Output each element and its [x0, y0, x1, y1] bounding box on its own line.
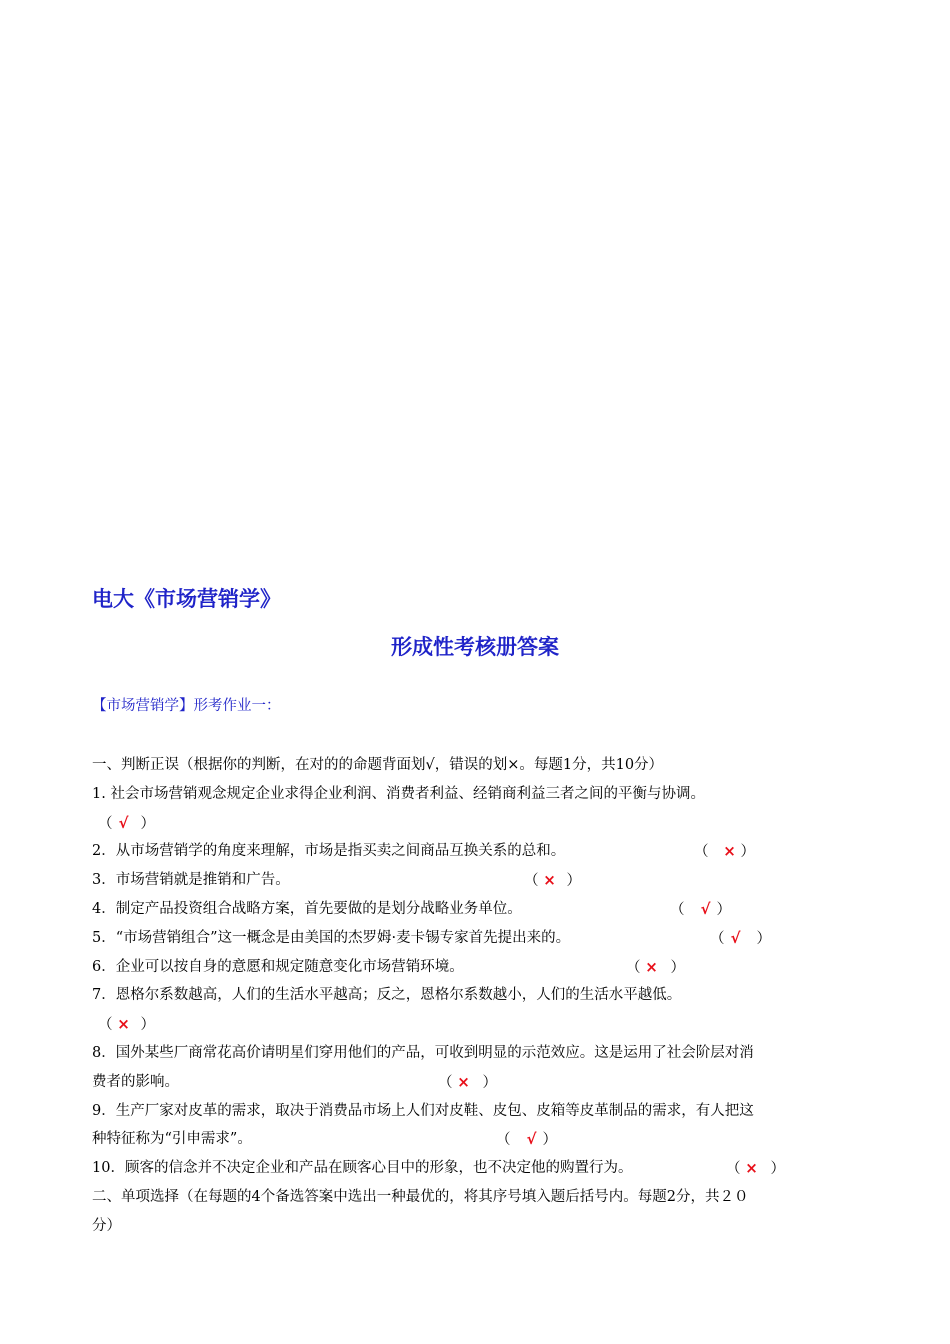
question-5: [92, 924, 858, 953]
answer-box: （ × ）: [726, 1154, 785, 1184]
part2-heading: 二、单项选择（在每题的4个备选答案中选出一种最优的，将其序号填入题后括号内。每题2分，共２０: [92, 1188, 749, 1205]
question-1-answer-line: [92, 809, 858, 838]
question-9-line2: [92, 1125, 858, 1154]
question-7-answer-line: [92, 1010, 858, 1039]
question-1-text: 1. 社会市场营销观念规定企业求得企业利润、消费者利益、经销商利益三者之间的平衡与协调。: [92, 785, 705, 802]
answer-mark: ×: [745, 1159, 758, 1178]
document-title: 电大《市场营销学》: [92, 587, 281, 611]
answer-mark: √: [730, 928, 741, 947]
answer-box: （ × ）: [694, 837, 755, 867]
question-3: [92, 866, 858, 895]
part2-heading-cont: 分）: [92, 1217, 121, 1234]
answer-box: （ × ）: [524, 866, 581, 896]
question-7-text: 7．恩格尔系数越高，人们的生活水平越高；反之，恩格尔系数越小，人们的生活水平越低。: [92, 987, 682, 1004]
question-6: [92, 953, 858, 982]
answer-mark: √: [526, 1130, 537, 1149]
answer-mark: ×: [723, 842, 736, 861]
answer-box: （ √ ）: [98, 809, 155, 839]
answer-mark: ×: [543, 871, 556, 890]
answer-mark: ×: [117, 1015, 130, 1034]
section-heading: 【市场营销学】形考作业一：: [92, 698, 281, 714]
answer-mark: √: [118, 813, 129, 832]
question-5-text: 5．“市场营销组合”这一概念是由美国的杰罗姆·麦卡锡专家首先提出来的。: [92, 929, 571, 946]
question-4-text: 4．制定产品投资组合战略方案，首先要做的是划分战略业务单位。: [92, 900, 522, 917]
document-page: [92, 0, 858, 1344]
question-9-text-cont: 种特征称为“引申需求”。: [92, 1131, 252, 1148]
answer-box: （ √ ）: [710, 924, 771, 954]
answer-box: （ √ ）: [670, 895, 731, 925]
question-10: [92, 1154, 858, 1183]
question-10-text: 10．顾客的信念并不决定企业和产品在顾客心目中的形象，也不决定他的购置行为。: [92, 1160, 633, 1177]
answer-box: （ × ）: [626, 953, 685, 983]
question-2-text: 2．从市场营销学的角度来理解，市场是指买卖之间商品互换关系的总和。: [92, 843, 566, 860]
question-8-text-cont: 费者的影响。: [92, 1073, 179, 1090]
question-2: [92, 837, 858, 866]
answer-mark: ×: [645, 957, 658, 976]
question-4: [92, 895, 858, 924]
question-9-text: 9．生产厂家对皮革的需求，取决于消费品市场上人们对皮鞋、皮包、皮箱等皮革制品的需求，有人把这: [92, 1102, 754, 1119]
answer-mark: √: [700, 899, 711, 918]
answer-box: （ √ ）: [496, 1125, 557, 1155]
part1-heading: 一、判断正误（根据你的判断，在对的的命题背面划√，错误的划×。每题1分，共10分）: [92, 757, 664, 773]
answer-box: （ × ）: [438, 1068, 497, 1098]
answer-mark: ×: [457, 1072, 470, 1091]
document-body: [92, 751, 858, 1241]
question-8-line2: [92, 1068, 858, 1097]
question-6-text: 6．企业可以按自身的意愿和规定随意变化市场营销环境。: [92, 958, 464, 975]
question-8-text: 8．国外某些厂商常花高价请明星们穿用他们的产品，可收到明显的示范效应。这是运用了社会阶层对消: [92, 1044, 754, 1061]
document-subtitle: 形成性考核册答案: [391, 635, 559, 659]
question-3-text: 3．市场营销就是推销和广告。: [92, 872, 290, 889]
answer-box: （ × ）: [98, 1010, 155, 1040]
